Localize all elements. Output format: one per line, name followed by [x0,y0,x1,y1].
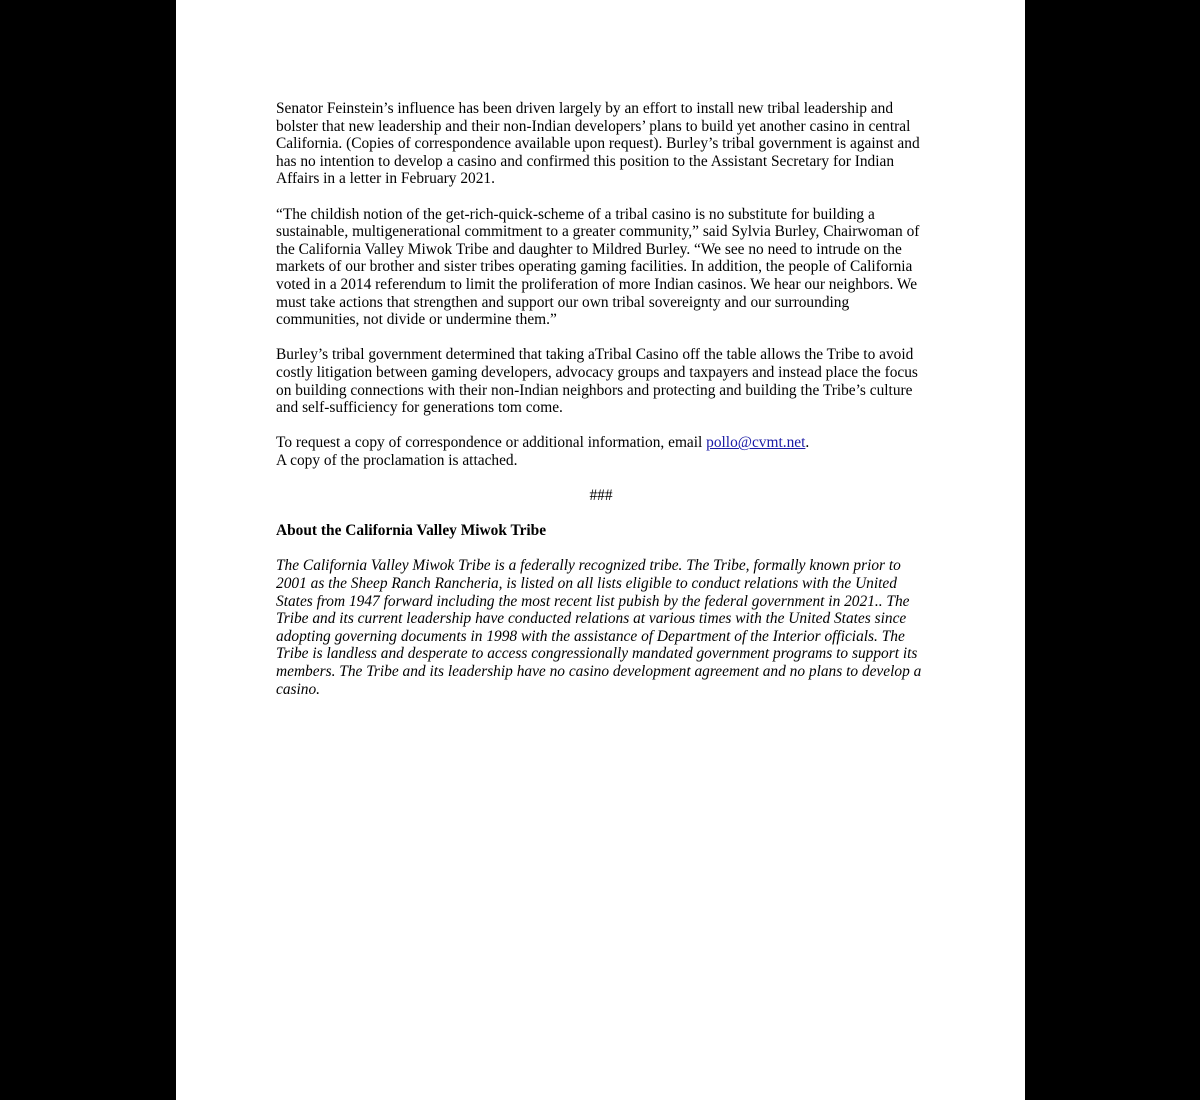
paragraph-feinstein-influence: Senator Feinstein’s influence has been driven largely by an effort to install new tribal leadership and bolster that new leadership and their non-Indian developers’ plans to build yet another casino in central California. (Copies of correspondence available upon request). Burley’s tribal government is against and has no intention to develop a casino and confirmed this position to the Assistant Secretary for Indian Affairs in a letter in February 2021. [276,100,920,188]
contact-line [276,434,926,452]
paragraph-casino-decision: Burley’s tribal government determined that taking aTribal Casino off the table allows the Tribe to avoid costly litigation between gaming developers, advocacy groups and taxpayers and instead place the focus on building connections with their non-Indian neighbors and protecting and building the Tribe’s culture and self-sufficiency for generations tom come. [276,346,918,417]
page-content [276,100,926,716]
about-body: The California Valley Miwok Tribe is a federally recognized tribe. The Tribe, formally known prior to 2001 as the Sheep Ranch Rancheria, is listed on all lists eligible to conduct relations with the United States from 1947 forward including the most recent list pubish by the federal government in 2021.. The Tribe and its current leadership have conducted relations at various times with the United States since adopting governing documents in 1998 with the assistance of Department of the Interior officials. The Tribe is landless and desperate to access congressionally mandated government programs to support its members. The Tribe and its leadership have no casino development agreement and no plans to develop a casino. [276,557,922,698]
contact-prefix: To request a copy of correspondence or additional information, email [276,434,707,452]
attachment-line: A copy of the proclamation is attached. [276,451,518,469]
contact-suffix: . [805,434,810,452]
about-heading: About the California Valley Miwok Tribe [276,522,547,540]
end-marker: ### [589,487,613,505]
email-link[interactable]: pollo@cvmt.net [706,434,806,452]
document-page [176,0,1025,1100]
paragraph-burley-quote: “The childish notion of the get-rich-quick-scheme of a tribal casino is no substitute for building a sustainable, multigenerational commitment to a greater community,” said Sylvia Burley, Chairwoman of the California Valley Miwok Tribe and daughter to Mildred Burley. “We see no need to intrude on the markets of our brother and sister tribes operating gaming facilities. In addition, the people of California voted in a 2014 referendum to limit the proliferation of more Indian casinos. We hear our neighbors. We must take actions that strengthen and support our own tribal sovereignty and our surrounding communities, not divide or undermine them.” [276,205,920,329]
